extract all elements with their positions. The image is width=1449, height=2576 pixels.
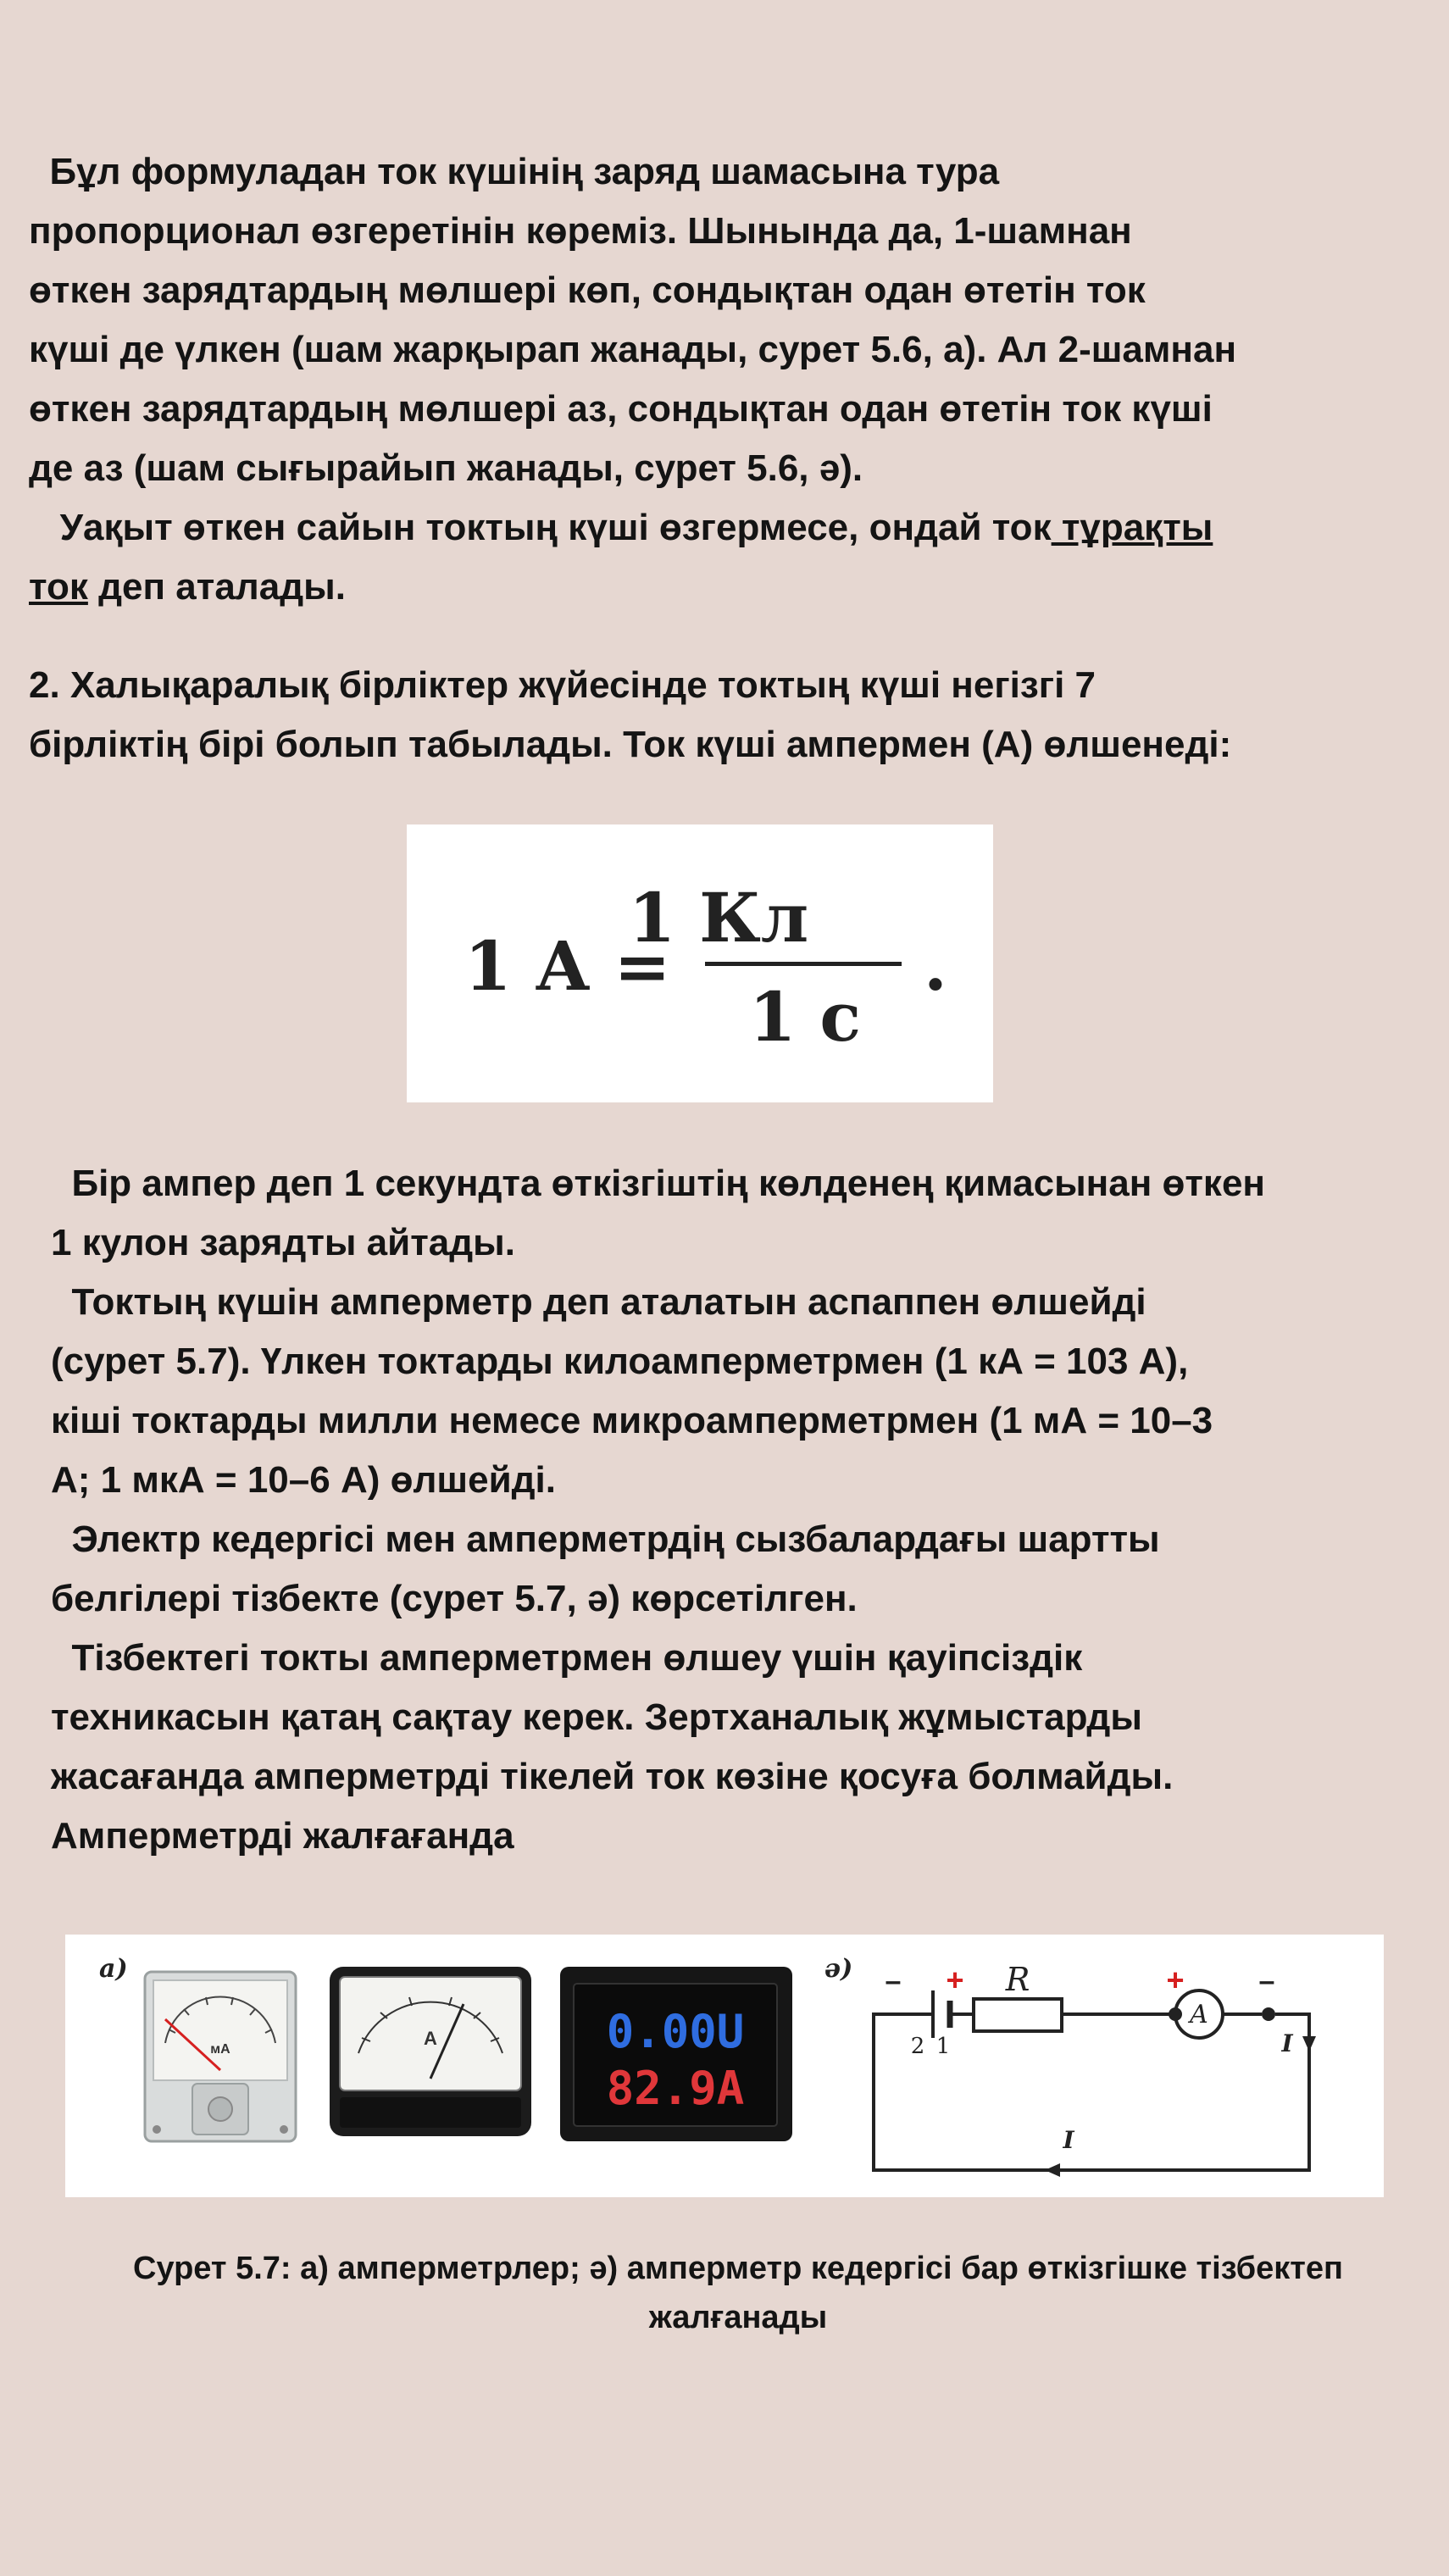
term-tok: ток [29,566,88,608]
text-line: А; 1 мкА = 10–6 А) өлшейді. [51,1459,556,1501]
formula-svg [407,824,993,1102]
figure-svg [65,1935,1384,2197]
text-line: техникасын қатаң сақтау керек. Зертханалық жұмыстарды [51,1696,1142,1738]
text-line: күші де үлкен (шам жарқырап жанады, сурет 5.6, а). Ал 2-шамнан [29,329,1237,370]
current-label-bottom: I [1063,2126,1074,2154]
caption-line: жалғанады [648,2300,828,2335]
resistor-icon [974,1999,1062,2031]
text-line: өткен зарядтардың мөлшері аз, сондықтан одан өтетін ток күші [29,388,1213,430]
milliammeter-icon [145,1972,296,2141]
text-segment: Уақыт өткен сайын токтың күші өзгермесе, ондай ток [29,507,1052,548]
label-a: а) [99,1954,128,1984]
caption-line: Сурет 5.7: а) амперметрлер; ә) амперметр кедергісі бар өткізгішке тізбектеп [133,2251,1343,2286]
text-line: Амперметрді жалғағанда [51,1815,514,1857]
current-arrow-right [1302,2036,1316,2051]
plus-right: + [1166,1963,1185,1997]
resistor-label: R [1005,1961,1030,1998]
formula-period: . [924,926,947,1006]
meter2-unit: A [424,2028,437,2049]
display-bottom: 82.9A [606,2062,745,2115]
text-line [29,498,1435,558]
text-line: өткен зарядтардың мөлшері көп, сондықтан одан өтетін ток [29,269,1146,311]
text-line: (сурет 5.7). Үлкен токтарды килоамперметрмен (1 кА = 103 А), [51,1341,1189,1382]
minus-left: – [885,1965,902,1997]
display-top: 0.00U [606,2005,745,2058]
text-line: белгілері тізбекте (сурет 5.7, ә) көрсетілген. [51,1578,858,1619]
battery-label-2: 2 [910,2034,925,2059]
plus-left: + [946,1963,964,1997]
figure-ammeters [65,1935,1384,2197]
text-line: бірліктің бірі болып табылады. Ток күші ампермен (А) өлшенеді: [29,724,1232,765]
figure-caption [51,2244,1425,2342]
current-arrow-bottom [1045,2163,1060,2177]
text-line: 1 кулон зарядты айтады. [51,1222,515,1263]
text-line: пропорционал өзгеретінін көреміз. Шынында да, 1-шамнан [29,210,1132,252]
formula-lhs: 1 А = [464,926,671,1006]
paragraph-1 [29,142,1435,617]
formula-image [407,824,993,1102]
circuit-diagram [874,1990,1316,2177]
minus-right: – [1258,1965,1275,1997]
node-dot-right [1262,2007,1275,2021]
node-dot-left [1169,2007,1182,2021]
current-label-right: I [1281,2029,1293,2057]
text-line: Токтың күшін амперметр деп аталатын аспаппен өлшейді [51,1281,1146,1323]
text-line: Электр кедергісі мен амперметрдің сызбалардағы шартты [51,1518,1160,1560]
paragraph-3 [51,1154,1449,1866]
text-segment: деп аталады. [87,566,346,608]
text-line: Бұл формуладан ток күшінің заряд шамасына тура [29,151,1000,192]
text-line: кіші токтарды милли немесе микроамперметрмен (1 мА = 10–3 [51,1400,1213,1441]
text-line: Бір ампер деп 1 секундта өткізгіштің көлденең қимасынан өткен [51,1163,1265,1204]
fraction-bar [705,962,902,966]
digital-meter-icon [560,1967,792,2141]
text-line: Тізбектегі токты амперметрмен өлшеу үшін қауіпсіздік [51,1637,1083,1679]
ammeter-analog-icon [330,1967,531,2136]
text-line [29,558,1435,617]
meter1-unit: мА [210,2042,230,2057]
formula-numerator: 1 Кл [628,878,809,958]
text-line: де аз (шам сығырайып жанады, сурет 5.6, ә). [29,447,863,489]
term-tuaqty: тұрақты [1051,507,1213,548]
text-line: 2. Халықаралық бірліктер жүйесінде токтың күші негізгі 7 [29,664,1096,706]
label-ae: ә) [824,1954,853,1984]
battery-label-1: 1 [935,2034,951,2059]
ammeter-letter: A [1190,2000,1208,2029]
formula-denominator: 1 с [748,977,862,1057]
paragraph-2 [29,656,1435,774]
text-line: жасағанда амперметрді тікелей ток көзіне қосуға болмайды. [51,1756,1174,1797]
